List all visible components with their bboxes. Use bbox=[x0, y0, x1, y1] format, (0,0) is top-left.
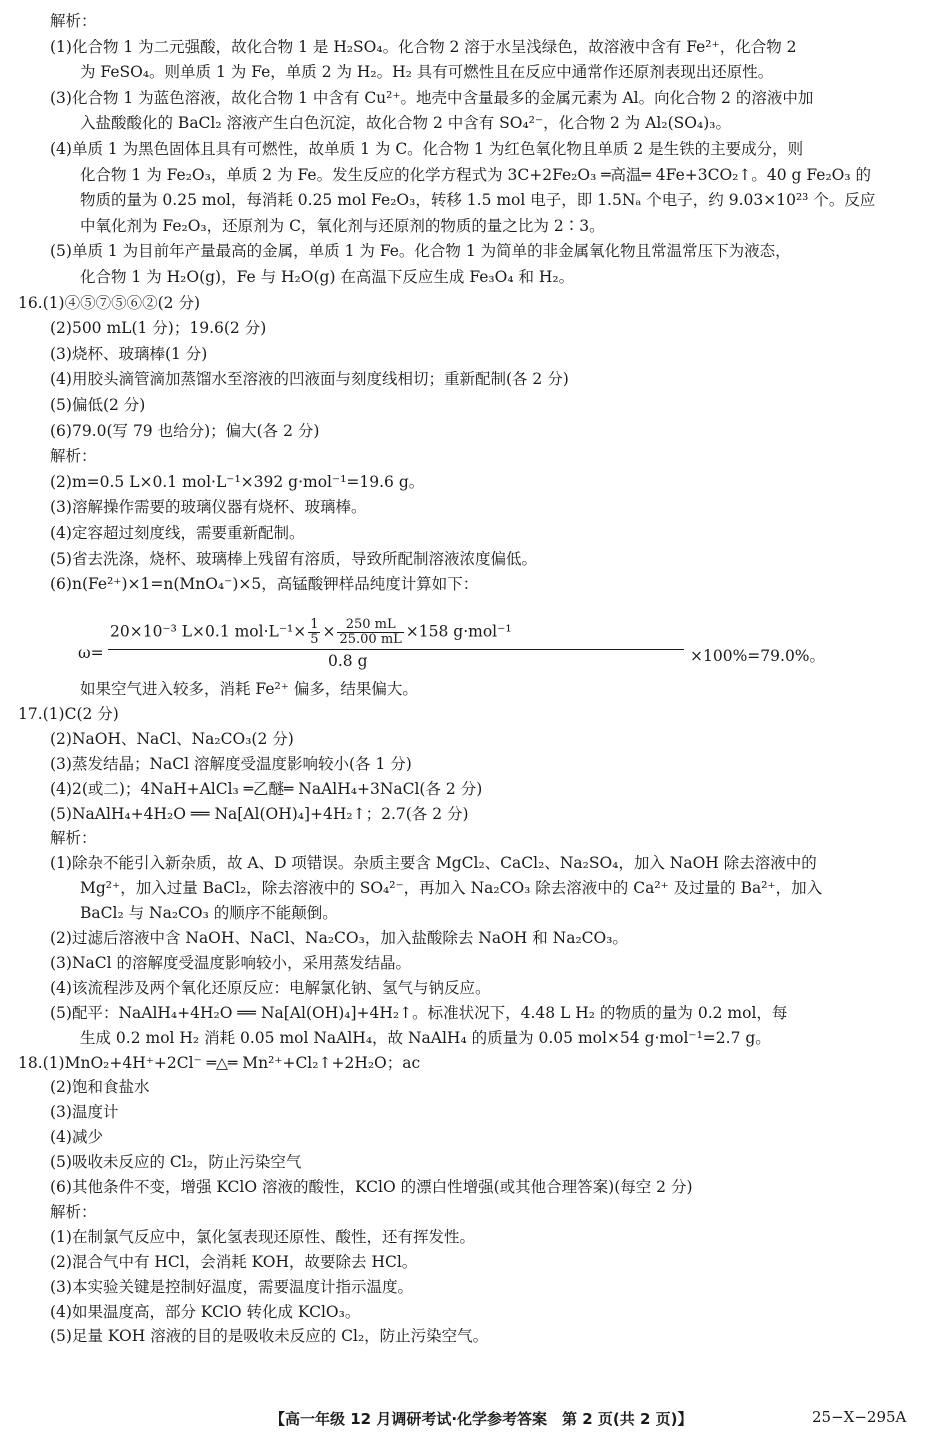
text-line: 18.(1)MnO₂+4H⁺+2Cl⁻ ═△═ Mn²⁺+Cl₂↑+2H₂O；ac bbox=[18, 1053, 421, 1072]
text-line: (3)蒸发结晶；NaCl 溶解度受温度影响较小(各 1 分) bbox=[50, 754, 412, 773]
text-line: (6)其他条件不变，增强 KClO 溶液的酸性，KClO 的漂白性增强(或其他合理答案)(每空 2 分) bbox=[50, 1178, 693, 1196]
text-line: 解析： bbox=[50, 447, 97, 466]
text-line: 为 FeSO₄。则单质 1 为 Fe，单质 2 为 H₂。H₂ 具有可燃性且在反应中通常作还原剂表现出还原性。 bbox=[80, 63, 774, 82]
text-line: (4)定容超过刻度线，需要重新配制。 bbox=[50, 524, 305, 542]
text-line: (4)单质 1 为黑色固体且具有可燃性，故单质 1 为 C。化合物 1 为红色氧化物且单质 2 是生铁的主要成分，则 bbox=[50, 140, 804, 158]
numerator-part-b: ×158 g·mol⁻¹ bbox=[405, 622, 512, 641]
text-line: (4)如果温度高，部分 KClO 转化成 KClO₃。 bbox=[50, 1302, 361, 1321]
text-line: (4)减少 bbox=[50, 1128, 103, 1147]
text-line: (2)NaOH、NaCl、Na₂CO₃(2 分) bbox=[50, 729, 294, 748]
text-line: (1)化合物 1 为二元强酸，故化合物 1 是 H₂SO₄。化合物 2 溶于水呈浅绿色，故溶液中含有 Fe²⁺，化合物 2 bbox=[50, 37, 797, 56]
text-line: 中氧化剂为 Fe₂O₃，还原剂为 C，氧化剂与还原剂的物质的量之比为 2∶3。 bbox=[80, 216, 605, 235]
text-line: (6)n(Fe²⁺)×1=n(MnO₄⁻)×5，高锰酸钾样品纯度计算如下： bbox=[50, 575, 479, 594]
text-line: 化合物 1 为 Fe₂O₃，单质 2 为 Fe。发生反应的化学方程式为 3C+2Fe₂O₃ ═高温═ 4Fe+3CO₂↑。40 g Fe₂O₃ 的 bbox=[80, 165, 872, 184]
text-line: (5)NaAlH₄+4H₂O ══ Na[Al(OH)₄]+4H₂↑；2.7(各 2 分) bbox=[50, 804, 469, 823]
text-line: Mg²⁺，加入过量 BaCl₂，除去溶液中的 SO₄²⁻，再加入 Na₂CO₃ 除去溶液中的 Ca²⁺ 及过量的 Ba²⁺，加入 bbox=[80, 879, 823, 898]
text-line: (5)足量 KOH 溶液的目的是吸收未反应的 Cl₂，防止污染空气。 bbox=[50, 1327, 489, 1346]
text-line: (2)饱和食盐水 bbox=[50, 1078, 150, 1097]
text-line: (3)溶解操作需要的玻璃仪器有烧杯、玻璃棒。 bbox=[50, 498, 367, 517]
text-line: (4)用胶头滴管滴加蒸馏水至溶液的凹液面与刻度线相切；重新配制(各 2 分) bbox=[50, 370, 569, 389]
formula-numerator: 20×10⁻³ L×0.1 mol·L⁻¹× $\frac{1}{5}$ × $\frac{250 mL}{25.00 mL}$ ×158 g·mol⁻¹ bbox=[110, 617, 512, 647]
text-line: (3)本实验关键是控制好温度，需要温度计指示温度。 bbox=[50, 1277, 413, 1296]
fraction-bar bbox=[108, 649, 684, 650]
text-line: (5)偏低(2 分) bbox=[50, 396, 146, 414]
text-line: (3)化合物 1 为蓝色溶液，故化合物 1 中含有 Cu²⁺。地壳中含量最多的金属元素为 Al。向化合物 2 的溶液中加 bbox=[50, 88, 814, 107]
text-line: (1)除杂不能引入新杂质，故 A、D 项错误。杂质主要含 MgCl₂、CaCl₂、Na₂SO₄，加入 NaOH 除去溶液中的 bbox=[50, 854, 817, 873]
text-line: (3)NaCl 的溶解度受温度影响较小，采用蒸发结晶。 bbox=[50, 953, 412, 972]
text-line: (2)过滤后溶液中含 NaOH、NaCl、Na₂CO₃，加入盐酸除去 NaOH 和 Na₂CO₃。 bbox=[50, 929, 628, 947]
text-line: (4)2(或二)；4NaH+AlCl₃ ═乙醚═ NaAlH₄+3NaCl(各 2 分) bbox=[50, 779, 483, 798]
text-line: (3)温度计 bbox=[50, 1103, 119, 1122]
text-line: (5)配平：NaAlH₄+4H₂O ══ Na[Al(OH)₄]+4H₂↑。标准状况下，4.48 L H₂ 的物质的量为 0.2 mol，每 bbox=[50, 1003, 788, 1022]
fraction-volume-ratio: $\frac{250 mL}{25.00 mL}$ bbox=[339, 617, 402, 647]
text-line: (6)79.0(写 79 也给分)；偏大(各 2 分) bbox=[50, 421, 320, 440]
text-line: (4)该流程涉及两个氧化还原反应：电解氯化钠、氢气与钠反应。 bbox=[50, 978, 491, 997]
text-line: (2)m=0.5 L×0.1 mol·L⁻¹×392 g·mol⁻¹=19.6 g。 bbox=[50, 472, 425, 491]
formula-label: ω= bbox=[78, 644, 104, 662]
page-footer bbox=[0, 1408, 950, 1432]
text-line: (2)混合气中有 HCl，会消耗 KOH，故要除去 HCl。 bbox=[50, 1252, 418, 1271]
text-line: 16.(1)④⑤⑦⑤⑥②(2 分) bbox=[18, 293, 200, 312]
footer-code: 25−X−295A bbox=[812, 1408, 907, 1426]
text-line: 解析： bbox=[50, 12, 97, 30]
text-line: 如果空气进入较多，消耗 Fe²⁺ 偏多，结果偏大。 bbox=[80, 680, 418, 698]
text-line: (2)500 mL(1 分)；19.6(2 分) bbox=[50, 319, 267, 338]
text-line: 解析： bbox=[50, 829, 97, 848]
text-line: 物质的量为 0.25 mol，每消耗 0.25 mol Fe₂O₃，转移 1.5 mol 电子，即 1.5Nₐ 个电子，约 9.03×10²³ 个。反应 bbox=[80, 191, 876, 210]
formula-denominator: 0.8 g bbox=[328, 652, 368, 670]
fraction-one-fifth: $\frac{1}{5}$ bbox=[310, 617, 319, 647]
numerator-part-a: 20×10⁻³ L×0.1 mol·L⁻¹× bbox=[110, 622, 307, 641]
text-line: (1)在制氯气反应中，氯化氢表现还原性、酸性，还有挥发性。 bbox=[50, 1227, 475, 1246]
text-line: 化合物 1 为 H₂O(g)，Fe 与 H₂O(g) 在高温下反应生成 Fe₃O₄ 和 H₂。 bbox=[80, 268, 575, 286]
text-line: (5)单质 1 为目前年产量最高的金属，单质 1 为 Fe。化合物 1 为简单的非金属氧化物且常温常压下为液态， bbox=[50, 242, 791, 261]
text-line: 解析： bbox=[50, 1202, 97, 1221]
text-line: (5)吸收未反应的 Cl₂，防止污染空气 bbox=[50, 1153, 302, 1172]
text-line: 生成 0.2 mol H₂ 消耗 0.05 mol NaAlH₄，故 NaAlH₄ 的质量为 0.05 mol×54 g·mol⁻¹=2.7 g。 bbox=[80, 1028, 771, 1047]
text-line: (3)烧杯、玻璃棒(1 分) bbox=[50, 344, 208, 363]
footer-title: 【高一年级 12 月调研考试·化学参考答案 第 2 页(共 2 页)】 bbox=[270, 1410, 693, 1428]
text-line: BaCl₂ 与 Na₂CO₃ 的顺序不能颠倒。 bbox=[80, 904, 338, 923]
text-line: 17.(1)C(2 分) bbox=[18, 704, 119, 723]
text-line: (5)省去洗涤，烧杯、玻璃棒上残留有溶质，导致所配制溶液浓度偏低。 bbox=[50, 549, 537, 568]
text-line: 入盐酸酸化的 BaCl₂ 溶液产生白色沉淀，故化合物 2 中含有 SO₄²⁻，化合物 2 为 Al₂(SO₄)₃。 bbox=[80, 114, 731, 133]
formula-result: ×100%=79.0%。 bbox=[690, 647, 826, 665]
